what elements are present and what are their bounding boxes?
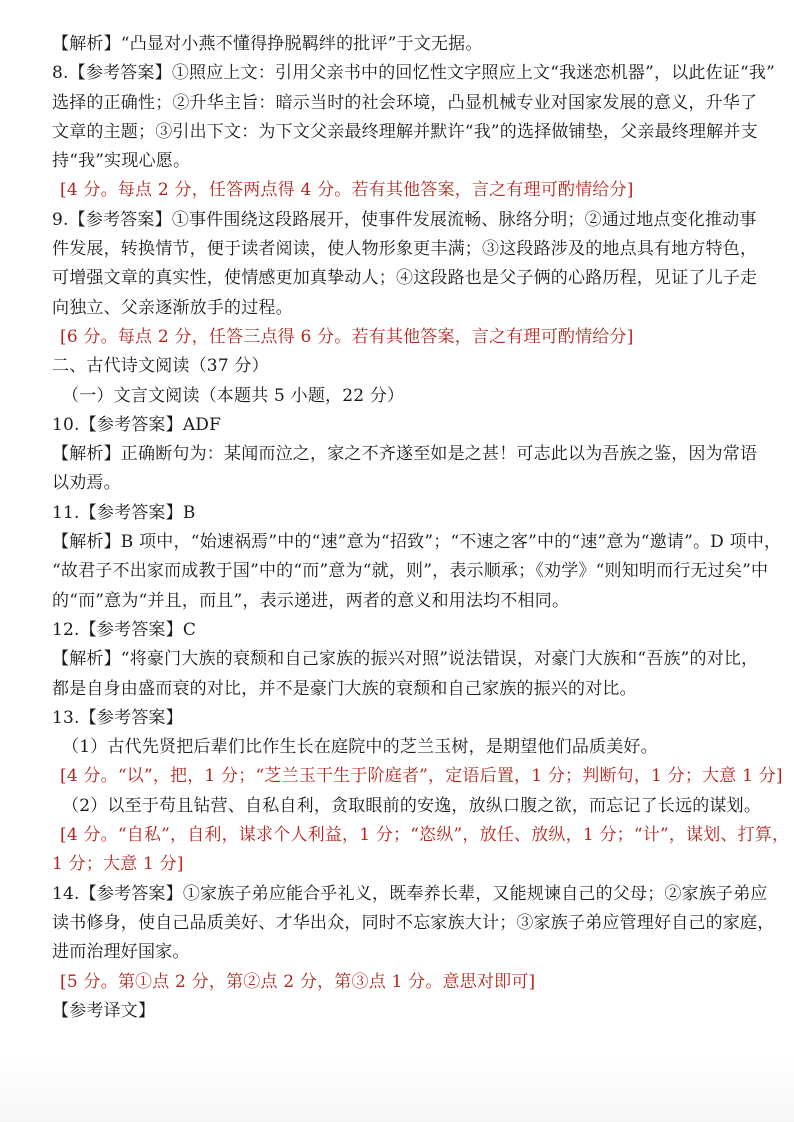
scoring-note: [52, 323, 756, 352]
subsection-line: [52, 382, 756, 411]
scoring-line: [4 分。“以”，把，1 分；“芝兰玉干生于阶庭者”，定语后置，1 分；判断句，1 分；大意 1 分]: [60, 766, 783, 787]
scoring-note: [52, 762, 783, 791]
text-block: [52, 59, 775, 176]
text-block: [52, 528, 782, 616]
text-line: 12.【参考答案】C: [52, 619, 197, 640]
text-line: （1）古代先贤把后辈们比作生长在庭院中的芝兰玉树，是期望他们品质美好。: [62, 737, 658, 758]
text-block: [52, 499, 756, 528]
text-block: [52, 440, 756, 499]
text-line: 【解析】“将豪门大族的衰颓和自己家族的振兴对照”说法错误，对豪门大族和“吾族”的对比，: [52, 649, 759, 670]
text-line: （2）以至于苟且钻营、自私自利，贪取眼前的安逸，放纵口腹之欲，而忘记了长远的谋划。: [62, 795, 762, 816]
text-block: [52, 880, 775, 968]
text-line: 【解析】正确断句为：某闻而泣之，家之不齐遂至如是之甚！可志此以为吾族之鉴，因为常语: [52, 444, 758, 465]
scoring-line: [4 分。“自私”，自利，谋求个人利益，1 分；“恣纵”，放任、放纵，1 分；“计”，谋划、打算，: [60, 825, 790, 846]
text-line: 的“而”意为“并且，而且”，表示递进，两者的意义和用法均不相同。: [52, 590, 570, 611]
text-line: 11.【参考答案】B: [52, 502, 196, 523]
text-line: 13.【参考答案】: [52, 707, 183, 728]
page-bottom-shade: [0, 1052, 794, 1122]
text-line: 件发展，转换情节，便于读者阅读，使人物形象更丰满；③这段路涉及的地点具有地方特色，: [52, 239, 758, 260]
text-line: （一）文言文阅读（本题共 5 小题，22 分）: [62, 385, 405, 406]
subsection-line: [52, 733, 756, 762]
text-line: 进而治理好国家。: [52, 942, 190, 963]
text-line: 【解析】“凸显对小燕不懂得挣脱羁绊的批评”于文无据。: [52, 34, 483, 54]
text-block: [52, 616, 756, 645]
scoring-note: [52, 176, 756, 205]
text-line: 持“我”实现心愿。: [52, 151, 191, 172]
scoring-note: [52, 968, 756, 997]
text-line: 以劝焉。: [52, 473, 121, 494]
text-line: 9.【参考答案】①事件围绕这段路展开，使事件发展流畅、脉络分明；②通过地点变化推动事: [52, 209, 757, 230]
scoring-line: 1 分；大意 1 分]: [52, 854, 184, 875]
text-block: [52, 352, 756, 381]
text-line: 【参考译文】: [52, 1000, 156, 1021]
text-block: [52, 997, 756, 1026]
text-line: 文章的主题；③引出下文：为下文父亲最终理解并默许“我”的选择做铺垫，父亲最终理解并支: [52, 121, 758, 142]
text-line: “故君子不出家而成教于国”中的“而”意为“就，则”，表示顺承；《劝学》“则知明而行无过矣”中: [52, 561, 769, 582]
subsection-line: [52, 792, 762, 821]
text-block: [52, 411, 756, 440]
scoring-line: [5 分。第①点 2 分，第②点 2 分，第③点 1 分。意思对即可]: [60, 971, 536, 992]
text-line: 都是自身由盛而衰的对比，并不是豪门大族的衰颓和自己家族的振兴的对比。: [52, 678, 637, 699]
text-block: [52, 30, 756, 59]
text-block: [52, 206, 756, 323]
text-block: [52, 704, 756, 733]
text-line: 10.【参考答案】ADF: [52, 414, 222, 435]
scoring-note: [52, 821, 790, 880]
text-line: 14.【参考答案】①家族子弟应能合乎礼义，既奉养长辈，又能规谏自己的父母；②家族子弟应: [52, 883, 768, 904]
text-line: 【解析】B 项中，“始速祸焉”中的“速”意为“招致”；“不速之客”中的“速”意为“邀请”。D 项中，: [52, 532, 782, 553]
scoring-line: [4 分。每点 2 分，任答两点得 4 分。若有其他答案，言之有理可酌情给分]: [60, 180, 634, 201]
text-line: 二、古代诗文阅读（37 分）: [52, 356, 269, 377]
text-line: 选择的正确性；②升华主旨：暗示当时的社会环境，凸显机械专业对国家发展的意义，升华了: [52, 92, 758, 113]
text-line: 向独立、父亲逐渐放手的过程。: [52, 297, 293, 318]
text-line: 读书修身，使自己品质美好、才华出众，同时不忘家族大计；③家族子弟应管理好自己的家庭，: [52, 912, 775, 933]
text-block: [52, 645, 759, 704]
text-line: 可增强文章的真实性，使情感更加真挚动人；④这段路也是父子俩的心路历程，见证了儿子走: [52, 268, 758, 289]
answer-content: [52, 30, 790, 1026]
scoring-line: [6 分。每点 2 分，任答三点得 6 分。若有其他答案，言之有理可酌情给分]: [60, 326, 634, 347]
text-line: 8.【参考答案】①照应上文：引用父亲书中的回忆性文字照应上文“我迷恋机器”，以此佐证“我”: [52, 63, 775, 84]
